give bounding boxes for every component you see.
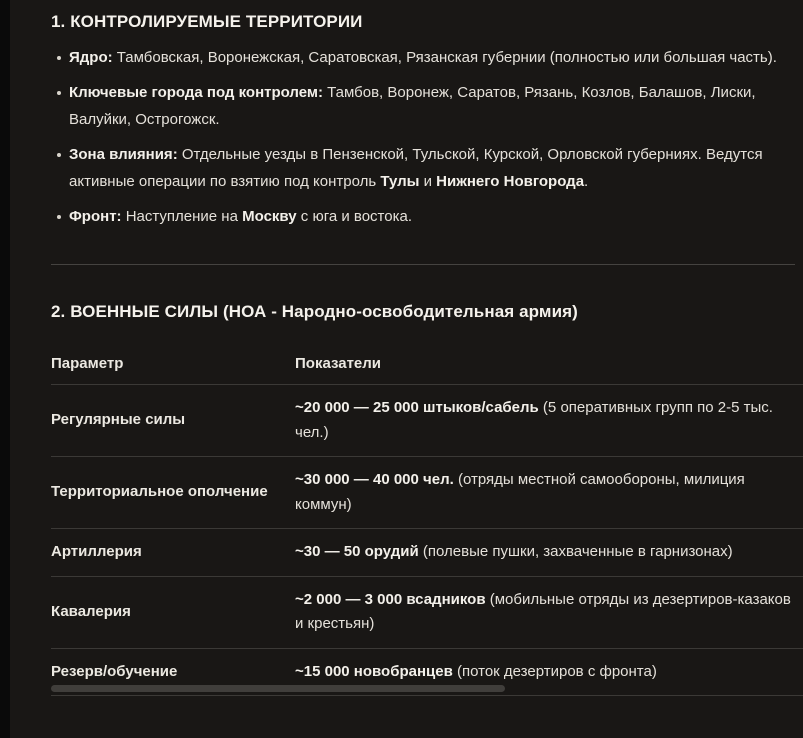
list-item xyxy=(51,44,790,72)
list-item xyxy=(51,141,790,196)
param-cell: Резерв/обучение xyxy=(51,648,295,696)
value-rest: (5 оперативных групп по 2-5 тыс. чел.) xyxy=(295,399,773,441)
bullet-label: Фронт: xyxy=(69,207,122,225)
table-row xyxy=(51,385,803,457)
value-cell xyxy=(295,385,803,457)
left-edge-strip xyxy=(0,0,10,738)
table-scroll-container[interactable] xyxy=(51,343,803,696)
value-rest: (поток дезертиров с фронта) xyxy=(452,662,657,680)
value-cell xyxy=(295,457,803,529)
bullet-icon xyxy=(57,56,61,60)
bullet-bold-inline: Тулы xyxy=(380,173,420,190)
value-bold: ~30 — 50 орудий xyxy=(295,543,419,560)
bullet-text: . xyxy=(584,173,589,190)
value-bold: ~20 000 — 25 000 штыков/сабель xyxy=(295,399,539,416)
section2-heading: 2. ВОЕННЫЕ СИЛЫ (НОА - Народно-освободительная армия) xyxy=(51,302,578,321)
table-header-row xyxy=(51,343,803,385)
column-header-values: Показатели xyxy=(295,343,803,385)
bullet-icon xyxy=(57,153,61,157)
section1-heading: 1. КОНТРОЛИРУЕМЫЕ ТЕРРИТОРИИ xyxy=(51,12,363,31)
bullet-icon xyxy=(57,215,61,219)
controlled-territories-list xyxy=(51,44,790,230)
bullet-text: Тамбов, Воронеж, Саратов, Рязань, Козлов, Балашов, Лиски, Валуйки, Острогожск. xyxy=(69,83,756,128)
message-content xyxy=(10,0,803,696)
bullet-text: и xyxy=(419,173,437,190)
param-cell: Регулярные силы xyxy=(51,385,295,457)
bullet-text: Отдельные уезды в Пензенской, Тульской, Курской, Орловской губерниях. Ведутся активные операции по взятию под контроль xyxy=(69,145,763,190)
bullet-bold-inline: Нижнего Новгорода xyxy=(436,173,585,190)
list-item xyxy=(51,79,790,134)
section-divider xyxy=(51,264,795,265)
table-row xyxy=(51,576,803,648)
param-cell: Кавалерия xyxy=(51,576,295,648)
horizontal-scrollbar-thumb[interactable] xyxy=(51,685,505,692)
bullet-text: с юга и востока. xyxy=(296,207,412,225)
value-cell xyxy=(295,576,803,648)
bullet-label: Ядро: xyxy=(69,49,113,66)
bullet-text: Наступление на xyxy=(121,207,243,225)
table-row xyxy=(51,457,803,529)
value-bold: ~15 000 новобранцев xyxy=(295,662,453,680)
value-bold: ~30 000 — 40 000 чел. xyxy=(295,471,454,488)
military-forces-table xyxy=(51,343,803,696)
bullet-label: Зона влияния: xyxy=(69,145,178,163)
list-item xyxy=(51,203,790,231)
param-cell: Артиллерия xyxy=(51,529,295,577)
value-rest: (отряды местной самообороны, милиция коммун) xyxy=(295,471,745,513)
value-cell xyxy=(295,529,803,577)
bullet-bold-inline: Москву xyxy=(242,207,297,225)
bullet-label: Ключевые города под контролем: xyxy=(69,83,323,101)
column-header-parameter: Параметр xyxy=(51,343,295,385)
table-row xyxy=(51,529,803,577)
bullet-text: Тамбовская, Воронежская, Саратовская, Рязанская губернии (полностью или большая часть). xyxy=(112,49,777,66)
value-rest: (мобильные отряды из дезертиров-казаков и крестьян) xyxy=(295,590,791,632)
value-rest: (полевые пушки, захваченные в гарнизонах) xyxy=(418,543,733,560)
value-bold: ~2 000 — 3 000 всадников xyxy=(295,590,486,608)
param-cell: Территориальное ополчение xyxy=(51,457,295,529)
bullet-icon xyxy=(57,91,61,95)
